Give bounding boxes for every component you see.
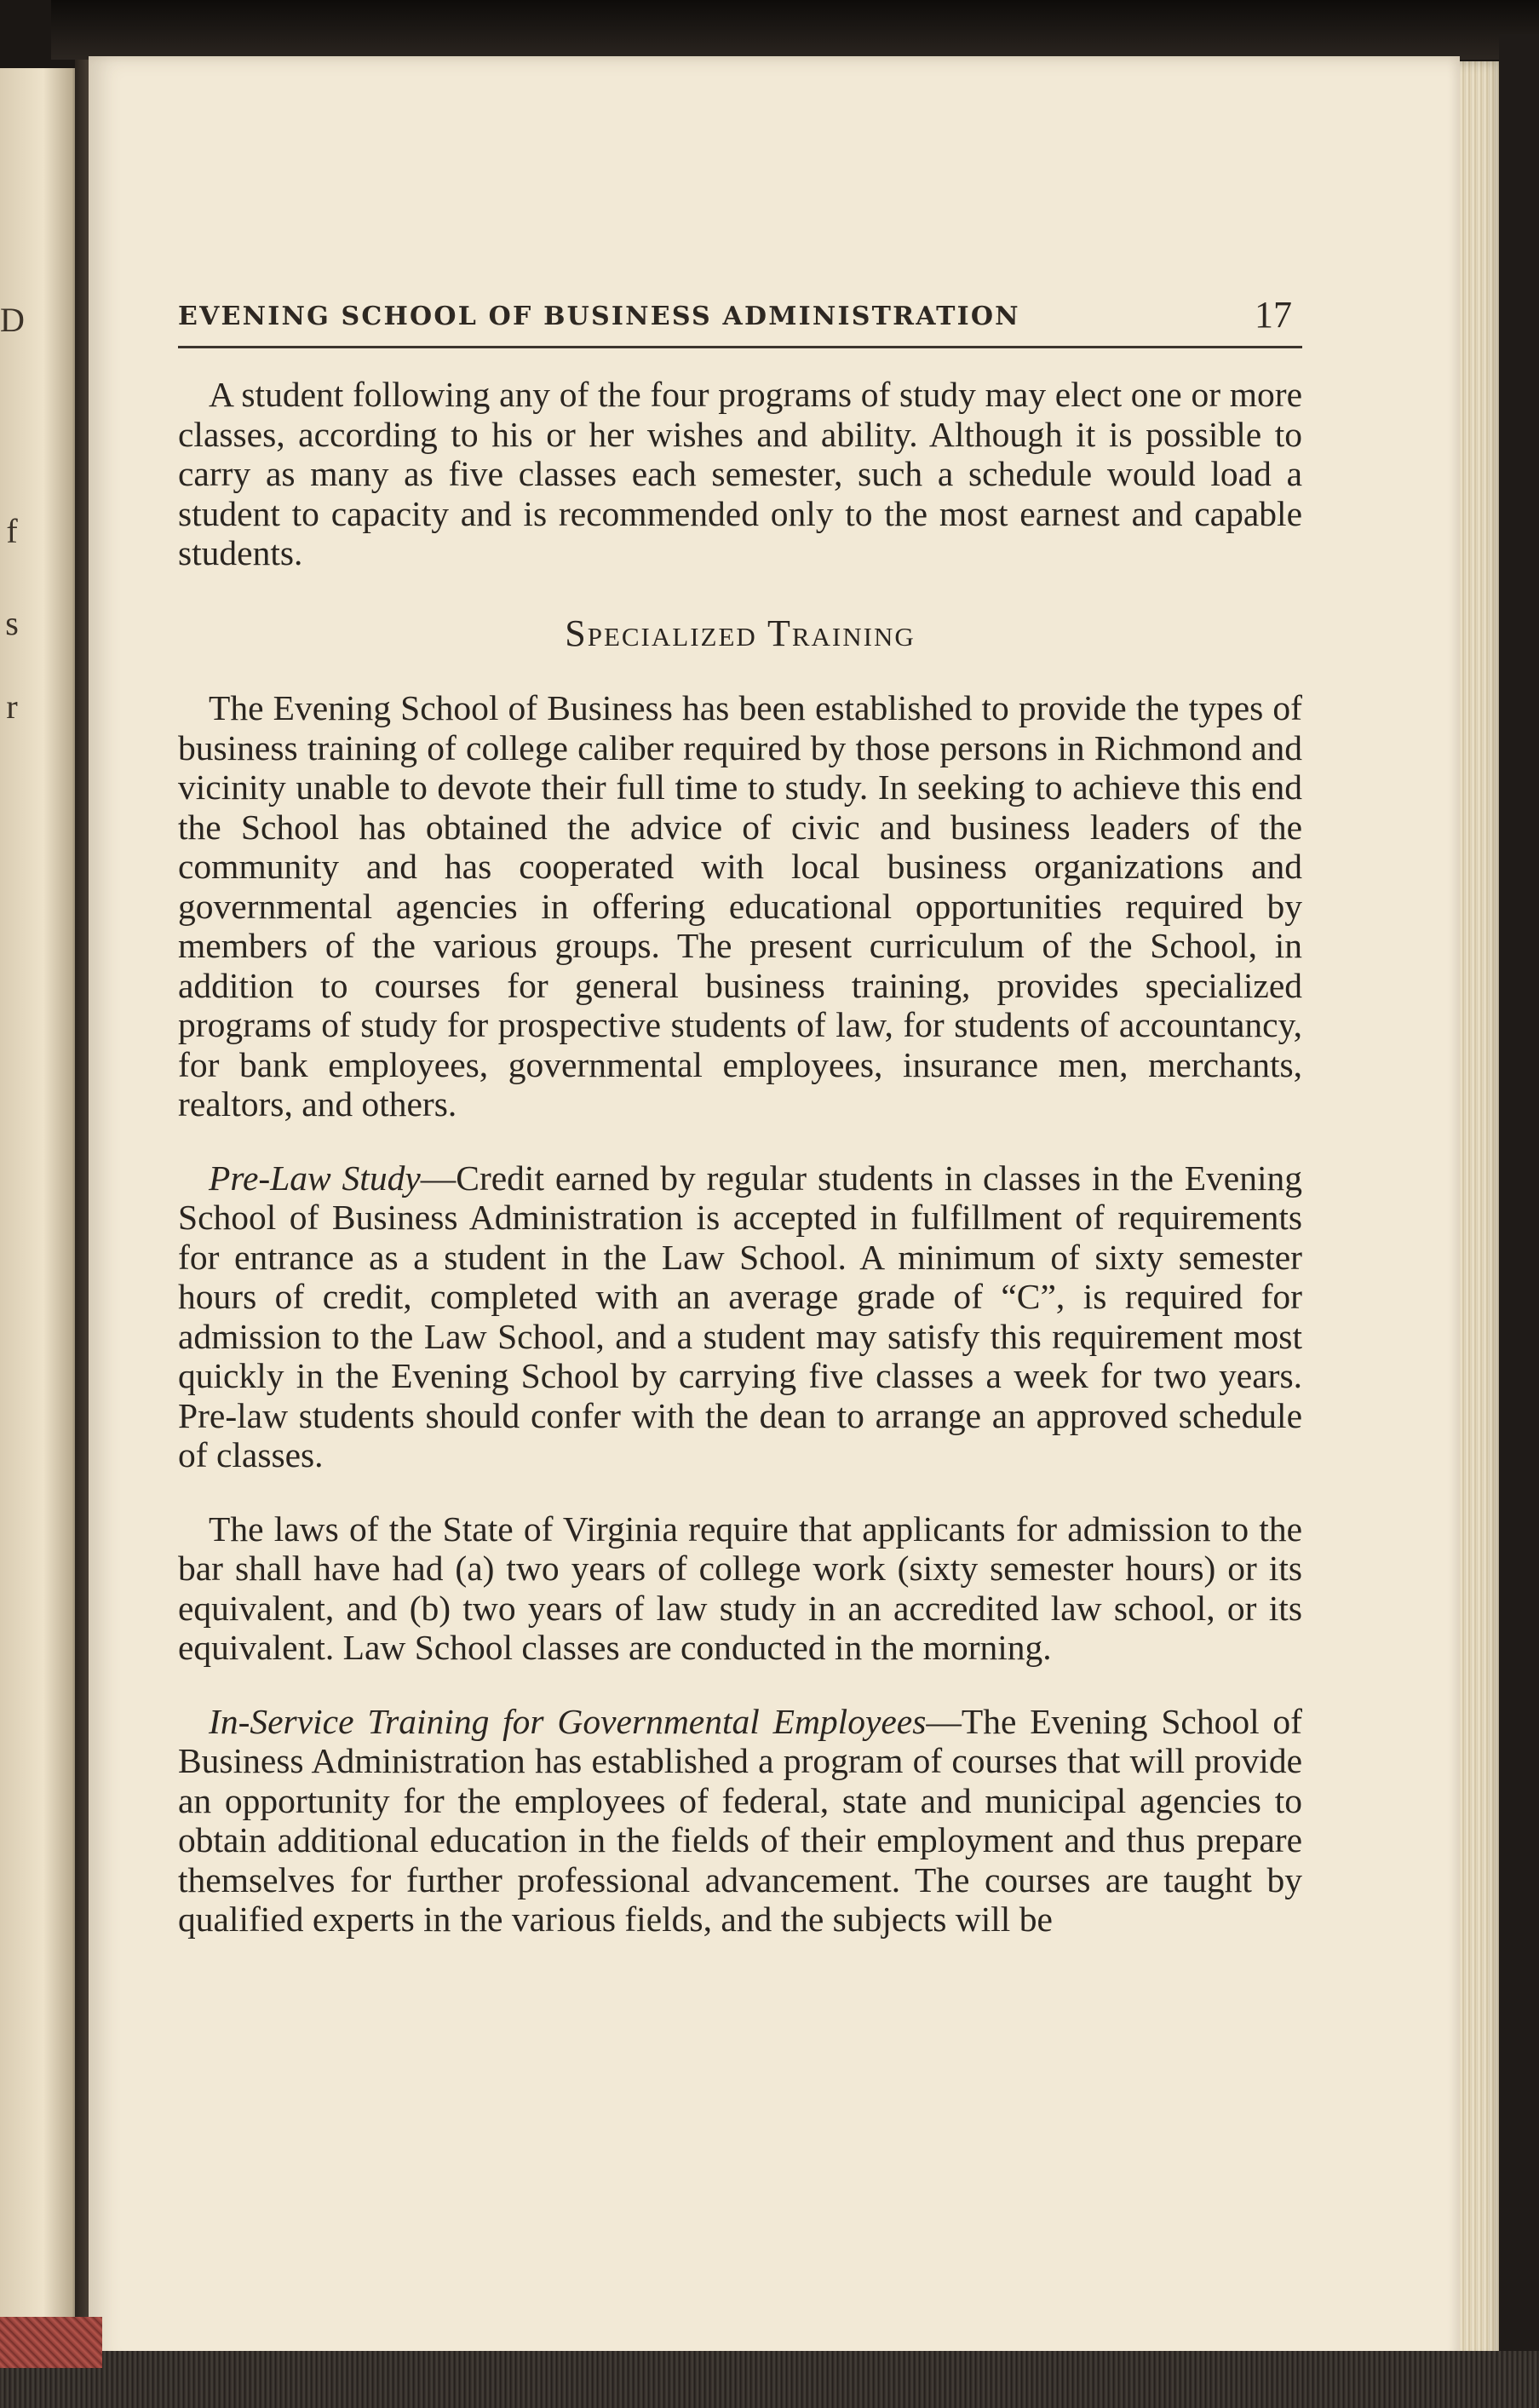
margin-letter: f: [6, 512, 18, 550]
paragraph: A student following any of the four programs of study may elect one or more classes, according to his or her wishes and ability. Although it is possible to carry as many as five classes each semester, such a schedule would load a student to capacity and is recommended only to the most earnest and capable students.: [178, 375, 1302, 572]
paragraph-pre-law: [178, 1158, 1302, 1475]
body-text: [178, 375, 1302, 1940]
paragraph: The Evening School of Business has been established to provide the types of business training of college caliber required by those persons in Richmond and vicinity unable to devote their full time to study. In seeking to achieve this end the School has obtained the advice of civic and business leaders of the community and has cooperated with local business organizations and governmental agencies in offering educational opportunities required by members of the various groups. The present curriculum of the School, in addition to courses for general business training, provides specialized programs of study for prospective students of law, for students of accountancy, for bank employees, governmental employees, insurance men, merchants, realtors, and others.: [178, 688, 1302, 1124]
paragraph: The laws of the State of Virginia require that applicants for admission to the bar shall have had (a) two years of college work (sixty semester hours) or its equivalent, and (b) two years of law study in an accredited law school, or its equivalent. Law School classes are conducted in the morning.: [178, 1509, 1302, 1667]
section-heading: Specialized Training: [565, 612, 916, 654]
paragraph-in-service: [178, 1702, 1302, 1940]
page-number: 17: [1255, 294, 1292, 336]
margin-letter: s: [5, 604, 19, 642]
book-cover-bottom: [0, 2351, 1539, 2408]
paragraph-body: —Credit earned by regular students in classes in the Evening School of Business Administration is accepted in fulfillment of requirements for entrance as a student in the Law School. A minimum of sixty semester hours of credit, completed with an average grade of “C”, is required for admission to the Law School, and a student may satisfy this requirement most quickly in the Evening School by carrying five classes a week for two years. Pre-law students should confer with the dean to arrange an approved schedule of classes.: [178, 1158, 1302, 1474]
margin-letter: D: [0, 301, 25, 339]
margin-letter: r: [6, 687, 18, 726]
page-stack-edges: [1453, 61, 1506, 2361]
running-title: EVENING SCHOOL OF BUSINESS ADMINISTRATION: [178, 302, 1020, 331]
paragraph-body: —The Evening School of Business Administration has established a program of courses that will provide an opportunity for the employees of federal, state and municipal agencies to obtain additional education in the fields of their employment and thus prepare themselves for further professional advancement. The courses are taught by qualified experts in the various fields, and the subjects will be: [178, 1701, 1302, 1939]
paragraph-lead: Pre-Law Study: [209, 1158, 421, 1198]
book-cover-right: [1499, 34, 1539, 2408]
book-cover-top: [51, 0, 1539, 60]
facing-page-edge: [0, 68, 78, 2368]
paragraph-lead: In-Service Training for Governmental Employees: [209, 1701, 927, 1741]
cloth-corner: [0, 2317, 102, 2368]
running-header: [178, 286, 1302, 348]
